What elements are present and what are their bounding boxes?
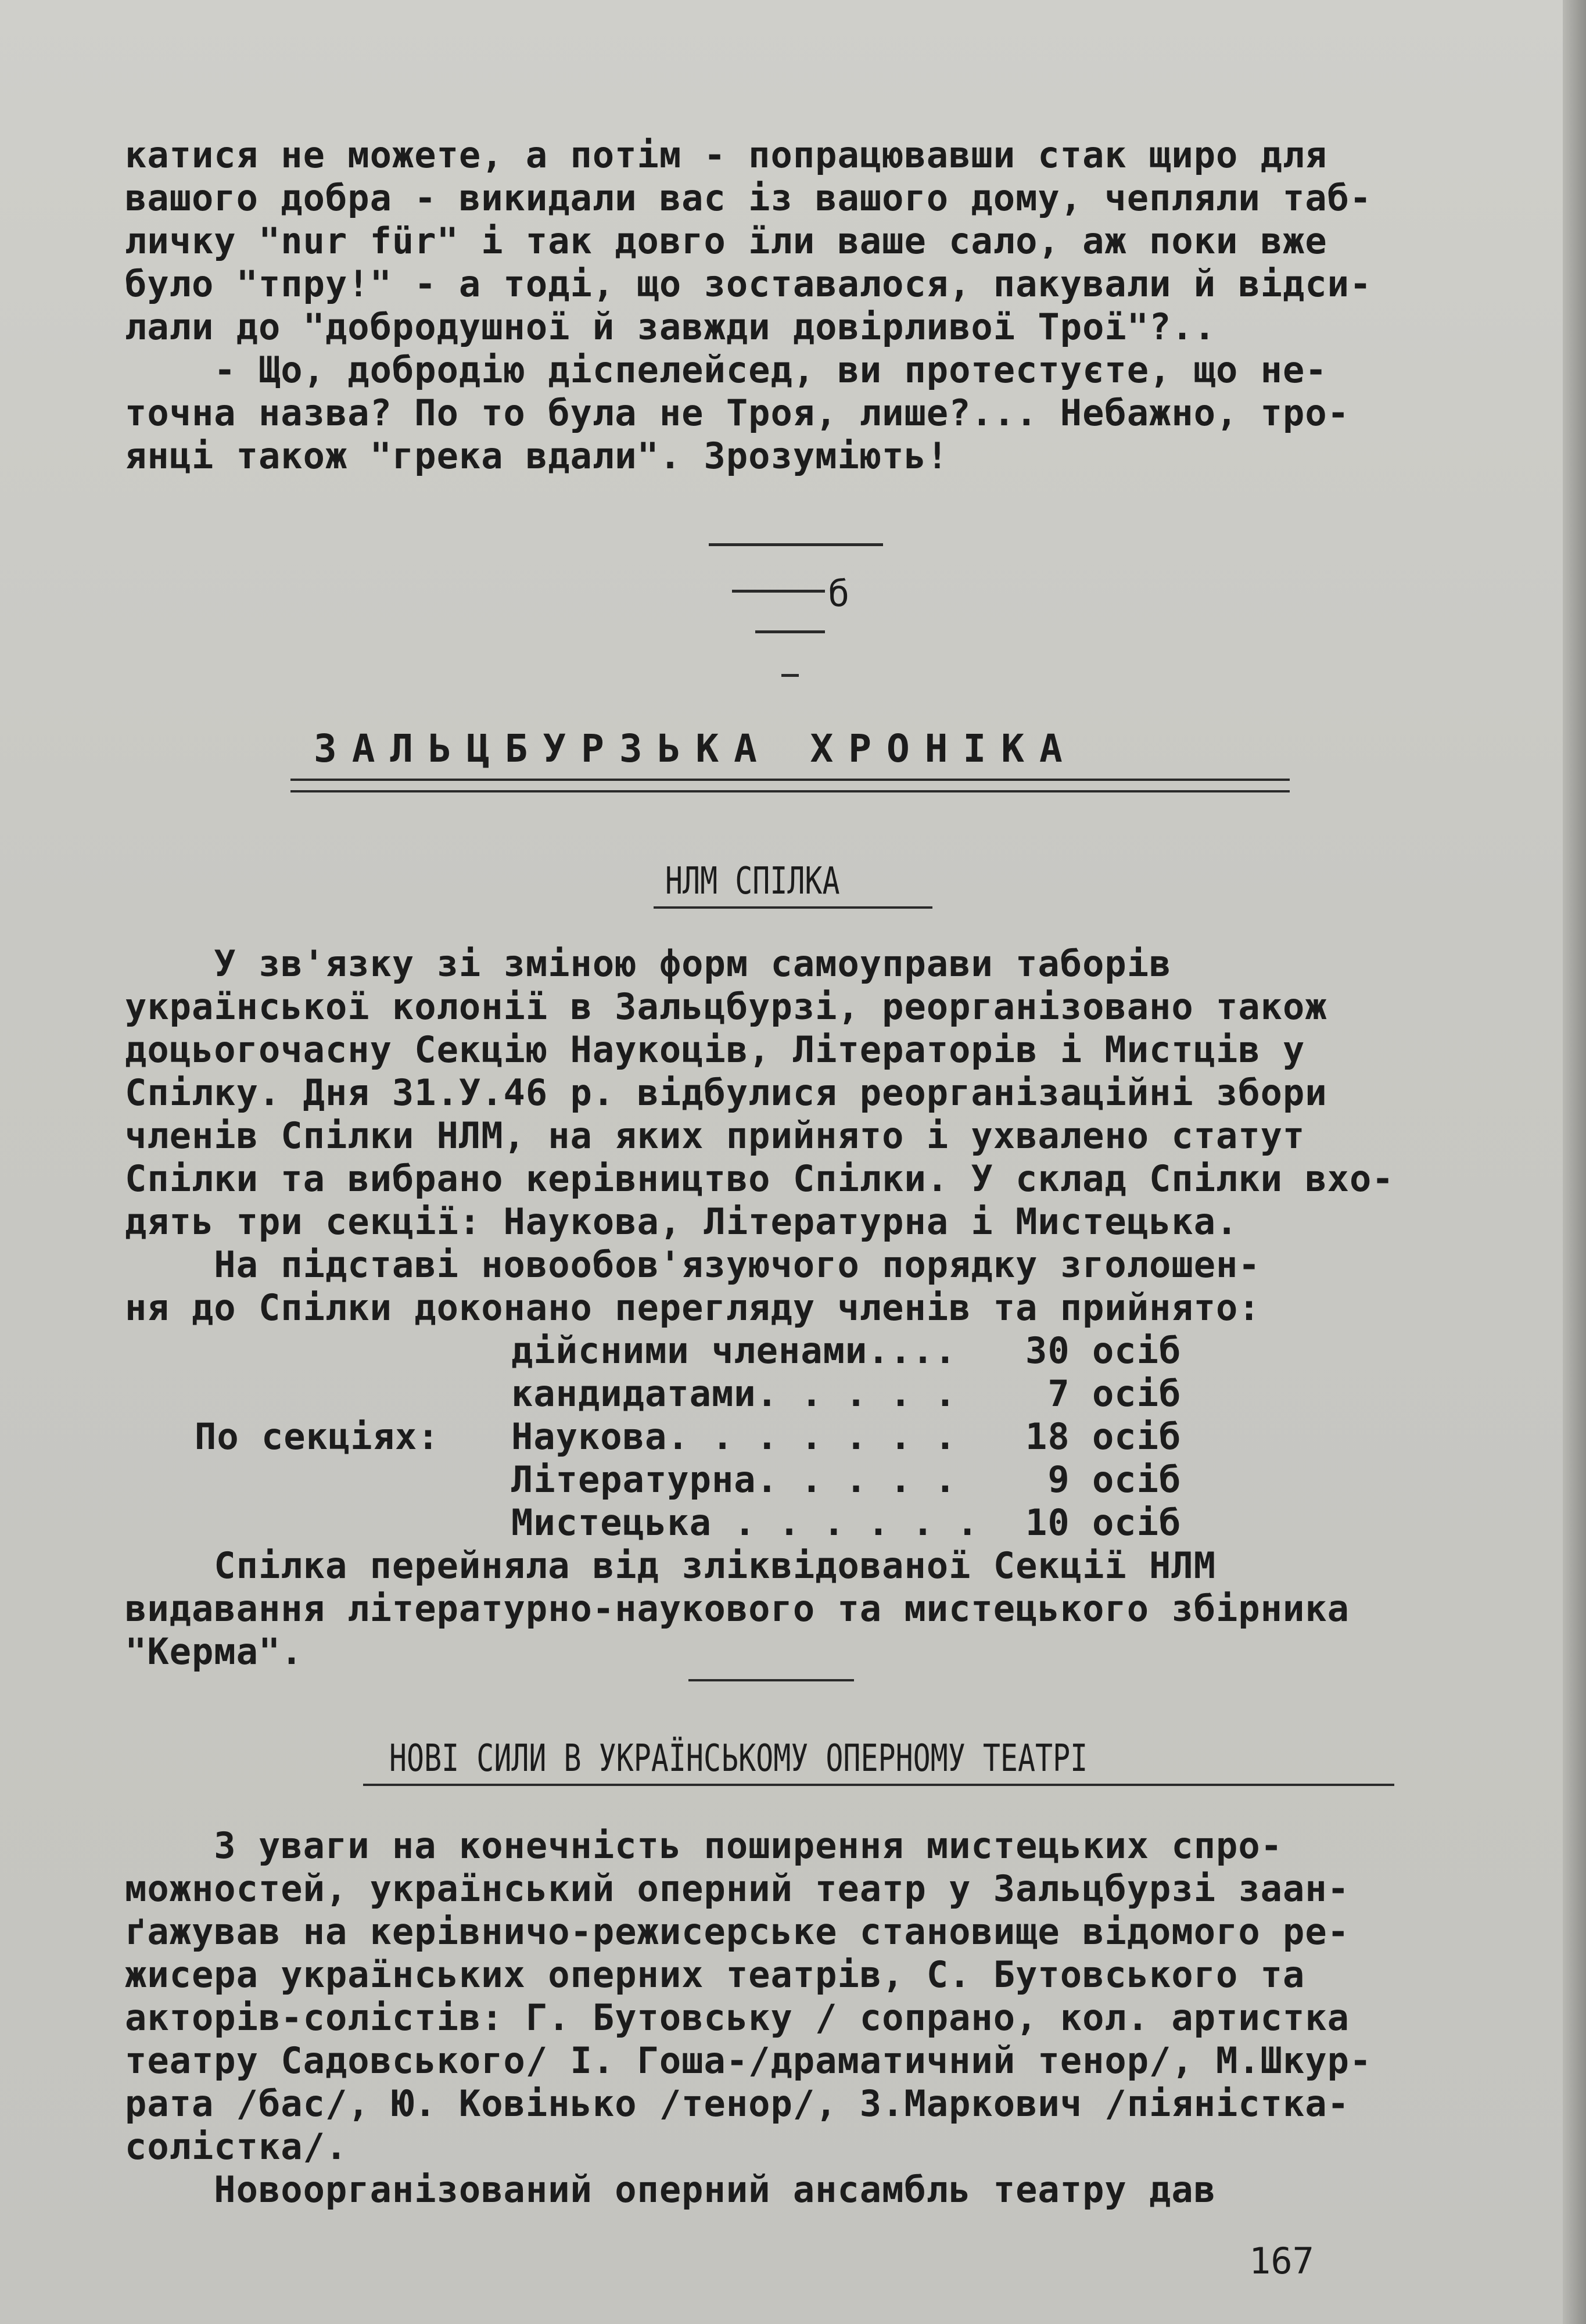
text-line: вашого добра - викидали вас із вашого дому, чепляли таб- xyxy=(125,177,1372,219)
stat-value: 10 осіб xyxy=(1025,1501,1182,1544)
stat-value: 9 осіб xyxy=(1025,1458,1182,1501)
text-line: солістка/. xyxy=(125,2125,348,2168)
text-line: видавання літературно-наукового та мистецького збірника xyxy=(125,1587,1350,1630)
stat-value: 30 осіб xyxy=(1025,1329,1182,1372)
stat-label: Наукова. . . . . . . xyxy=(511,1415,957,1458)
text-line: точна назва? По то була не Троя, лише?... Небажно, тро- xyxy=(125,392,1350,434)
title-underline xyxy=(290,790,1290,792)
text-line: ня до Спілки доконано перегляду членів та прийнято: xyxy=(125,1286,1261,1329)
divider-rule xyxy=(732,590,825,593)
heading-underline xyxy=(363,1784,1394,1786)
section-heading: НЛМ СПІЛКА xyxy=(665,860,840,903)
text-line: доцьогочасну Секцію Наукоців, Літераторів і Мистців у xyxy=(125,1028,1305,1071)
title-underline xyxy=(290,779,1290,781)
text-line: З уваги на конечність поширення мистецьких спро- xyxy=(125,1824,1283,1867)
stat-label: дійсними членами.... xyxy=(511,1329,957,1372)
text-line: Спілку. Дня 31.У.46 р. відбулися реорганізаційні збори xyxy=(125,1071,1327,1114)
page-number: 167 xyxy=(1249,2240,1314,2282)
text-line: Спілки та вибрано керівництво Спілки. У склад Спілки вхо- xyxy=(125,1157,1394,1200)
text-line: янці також "грека вдали". Зрозуміють! xyxy=(125,435,949,477)
page-edge-shadow xyxy=(1563,0,1586,2324)
text-line: акторів-солістів: Г. Бутовську / сопрано, кол. артистка xyxy=(125,1996,1350,2039)
text-line: дять три секції: Наукова, Літературна і Мистецька. xyxy=(125,1200,1239,1243)
text-line: катися не можете, а потім - попрацювавши стак щиро для xyxy=(125,134,1327,176)
text-line: ґажував на керівничо-режисерське становище відомого ре- xyxy=(125,1910,1350,1953)
text-line: личку "nur für" і так довго їли ваше сало, аж поки вже xyxy=(125,220,1327,262)
text-line: Новоорганізований оперний ансамбль театру дав xyxy=(125,2168,1217,2211)
divider-rule xyxy=(781,674,799,677)
stat-value: 18 осіб xyxy=(1025,1415,1182,1458)
text-line: членів Спілки НЛМ, на яких прийнято і ухвалено статут xyxy=(125,1114,1305,1157)
divider-rule xyxy=(755,630,825,633)
section-divider xyxy=(688,1679,854,1681)
stat-label: Літературна. . . . . xyxy=(511,1458,957,1501)
text-line: лали до "добродушної й завжди довірливої Трої"?.. xyxy=(125,306,1217,348)
text-line: Спілка перейняла від зліквідованої Секції НЛМ xyxy=(125,1544,1217,1587)
heading-underline xyxy=(654,906,932,909)
section-heading: НОВІ СИЛИ В УКРАЇНСЬКОМУ ОПЕРНОМУ ТЕАТРІ xyxy=(389,1737,1088,1780)
text-line: жисера українських оперних театрів, С. Бутовського та xyxy=(125,1953,1305,1996)
by-sections-label: По секціях: xyxy=(195,1415,440,1458)
chronicle-title: ЗАЛЬЦБУРЗЬКА ХРОНІКА xyxy=(314,726,1078,771)
text-line: можностей, український оперний театр у Зальцбурзі заан- xyxy=(125,1867,1350,1910)
divider-mark: б xyxy=(828,572,851,615)
stat-label: Мистецька . . . . . . xyxy=(511,1501,979,1544)
text-line: було "тпру!" - а тоді, що зоставалося, пакували й відси- xyxy=(125,263,1372,305)
text-line: У зв'язку зі зміною форм самоуправи таборів xyxy=(125,942,1172,985)
text-line: театру Садовського/ І. Гоша-/драматичний тенор/, М.Шкур- xyxy=(125,2039,1372,2082)
stat-label: кандидатами. . . . . xyxy=(511,1372,957,1415)
text-line: - Що, добродію діспелейсед, ви протестуєте, що не- xyxy=(125,349,1327,391)
stat-value: 7 осіб xyxy=(1025,1372,1182,1415)
text-line: "Керма". xyxy=(125,1630,303,1673)
text-line: української колонії в Зальцбурзі, реорганізовано також xyxy=(125,985,1327,1028)
text-line: На підставі новообов'язуючого порядку зголошен- xyxy=(125,1243,1261,1286)
text-line: рата /бас/, Ю. Ковінько /тенор/, З.Маркович /піяністка- xyxy=(125,2082,1350,2125)
divider-rule xyxy=(709,543,883,546)
